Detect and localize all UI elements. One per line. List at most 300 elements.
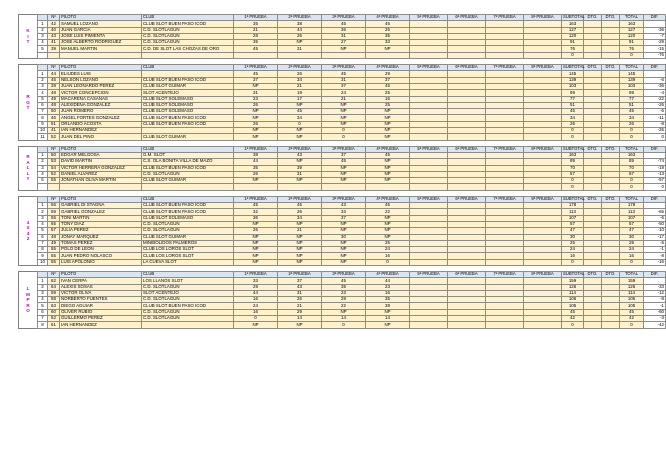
- cell-r2: 29: [278, 309, 322, 315]
- cell-club: MINIBOLIDOS PALMEROS: [142, 240, 234, 246]
- cell-e7: [486, 134, 524, 140]
- cell-dif: -65: [644, 209, 666, 215]
- cell-e5: [410, 259, 448, 265]
- cell-dif: -4: [644, 90, 666, 96]
- cell-num: 54: [48, 165, 60, 171]
- cell-tot: 0: [620, 52, 644, 58]
- cell-r2: NP: [278, 134, 322, 140]
- column-header: Nº: [48, 15, 60, 21]
- cell-pos: 4: [38, 90, 48, 96]
- cell-r3: 14: [322, 316, 366, 322]
- column-header: TOTAL: [620, 65, 644, 71]
- column-header: 5ª PRUEBA: [410, 146, 448, 152]
- cell-r3: NP: [322, 309, 366, 315]
- cell-pilot: GABRIEL DI STAGNA: [60, 203, 142, 209]
- cell-r3: NP: [322, 221, 366, 227]
- cell-tot: 34: [620, 115, 644, 121]
- column-header: PILOTO: [60, 146, 142, 152]
- cell-r4: [366, 52, 410, 58]
- cell-sub: 106: [562, 297, 584, 303]
- cell-pos: 5: [38, 46, 48, 52]
- cell-pos: 1: [38, 21, 48, 27]
- column-header: SUBTOTAL: [563, 14, 585, 20]
- cell-r2: NP: [278, 253, 322, 259]
- column-header: 1ª PRUEBA: [234, 196, 278, 202]
- cell-club: CLUB SLOT BUEN PASO ICOD: [142, 203, 234, 209]
- cell-num: 65: [48, 221, 60, 227]
- column-header: CLUB: [142, 146, 234, 152]
- cell-r3: 0: [322, 134, 366, 140]
- cell-d2: [602, 134, 620, 140]
- cell-club: CLUB SLOT BUEN PASO ICOD: [142, 77, 234, 83]
- column-header: DTO.: [602, 65, 620, 71]
- cell-r3: [322, 52, 366, 58]
- cell-e5: [410, 184, 448, 190]
- column-header: DTO.: [602, 15, 620, 21]
- cell-tot: 106: [620, 297, 644, 303]
- cell-dif: -6: [644, 215, 666, 221]
- cell-dif: -3: [644, 316, 666, 322]
- cell-r3: 37: [322, 83, 366, 89]
- cell-dif: -7: [644, 33, 666, 39]
- cell-num: 49: [48, 96, 60, 102]
- cell-num: 52: [48, 134, 60, 140]
- cell-pilot: GUILLERMO PEREZ: [60, 316, 142, 322]
- cell-r1: 38: [234, 152, 278, 158]
- cell-pos: 8: [38, 322, 48, 328]
- cell-r3: NP: [322, 165, 366, 171]
- category-label-letter: 4: [26, 219, 30, 225]
- table-row: [38, 259, 666, 265]
- cell-r2: 21: [278, 303, 322, 309]
- cell-r4: NP: [366, 171, 410, 177]
- cell-r2: NP: [278, 322, 322, 328]
- cell-r1: [234, 184, 278, 190]
- cell-club: CLUB SLOT SOLEMASO: [142, 102, 234, 108]
- cell-dif: -6: [644, 77, 666, 83]
- cell-club: C.D. SLOTLAGUN: [142, 171, 234, 177]
- cell-pilot: NORBERTO FUENTES: [60, 297, 142, 303]
- cell-r3: 31: [322, 33, 366, 39]
- cell-tot: 26: [620, 121, 644, 127]
- column-header: DTO.: [584, 146, 602, 152]
- cell-sub: 99: [562, 90, 584, 96]
- column-header: DTO.: [584, 196, 602, 202]
- cell-pos: 4: [38, 221, 48, 227]
- cell-r4: 25: [366, 102, 410, 108]
- cell-pos: 5: [38, 96, 48, 102]
- cell-r3: 29: [322, 297, 366, 303]
- cell-num: 55: [48, 247, 60, 253]
- cell-num: 48: [48, 102, 60, 108]
- cell-r2: 43: [278, 152, 322, 158]
- cell-e8: [524, 52, 562, 58]
- cell-pilot: NELSON LOZANO: [60, 77, 142, 83]
- cell-sub: 178: [562, 203, 584, 209]
- cell-r1: 24: [234, 303, 278, 309]
- cell-num: 48: [48, 90, 60, 96]
- column-header: PILOTO: [60, 196, 142, 202]
- column-header: DIF.: [644, 146, 666, 152]
- cell-r2: NP: [278, 259, 322, 265]
- cell-tot: 163: [620, 152, 644, 158]
- column-header: TOTAL: [620, 271, 644, 277]
- cell-pilot: JOSE ALBERTO RODRIGUEZ: [60, 40, 142, 46]
- cell-club: C.D. SLOTLAGUN: [142, 316, 234, 322]
- cell-tot: 127: [620, 27, 644, 33]
- cell-num: [48, 184, 60, 190]
- cell-e5: [410, 322, 448, 328]
- column-header: 2ª PRUEBA: [278, 196, 322, 202]
- cell-pos: 2: [38, 27, 48, 33]
- cell-sub: 26: [562, 121, 584, 127]
- column-header: DTO.: [584, 65, 602, 71]
- cell-num: 45: [48, 77, 60, 83]
- cell-r3: 43: [322, 203, 366, 209]
- cell-r3: 37: [322, 152, 366, 158]
- cell-r1: 16: [234, 297, 278, 303]
- cell-pilot: MANUEL MARTIN: [60, 46, 142, 52]
- cell-club: C.D. SLOTLAGUN: [142, 40, 234, 46]
- cell-r3: 31: [322, 77, 366, 83]
- cell-r2: NP: [278, 234, 322, 240]
- cell-sub: 0: [562, 134, 584, 140]
- category-label-letter: 2: [26, 236, 30, 242]
- cell-r3: 27: [322, 40, 366, 46]
- cell-tot: 16: [620, 253, 644, 259]
- cell-r4: 35: [366, 297, 410, 303]
- column-header: SUBTOTAL: [563, 145, 585, 151]
- column-header: 2ª PRUEBA: [278, 15, 322, 21]
- cell-tot: 57: [620, 171, 644, 177]
- column-header: 8ª PRUEBA: [524, 15, 562, 21]
- cell-tot: 126: [620, 284, 644, 290]
- cell-pilot: JOSE LUIS PIMIENTA: [60, 33, 142, 39]
- cell-r4: 33: [366, 40, 410, 46]
- cell-club: CLUB LOS LOROS SLOT: [142, 253, 234, 259]
- cell-num: 61: [48, 322, 60, 328]
- cell-sub: 47: [562, 228, 584, 234]
- cell-dif: -22: [644, 96, 666, 102]
- cell-r4: 45: [366, 203, 410, 209]
- cell-r1: 35: [234, 165, 278, 171]
- cell-r2: 0: [278, 121, 322, 127]
- cell-pos: 7: [38, 240, 48, 246]
- cell-pos: 4: [38, 40, 48, 46]
- cell-r4: 26: [366, 27, 410, 33]
- cell-sub: 159: [562, 278, 584, 284]
- category-label: [18, 196, 37, 266]
- cell-pilot: MACARENA CASANAS: [60, 96, 142, 102]
- cell-dif: -42: [644, 322, 666, 328]
- cell-sub: 89: [562, 159, 584, 165]
- cell-r1: 28: [234, 33, 278, 39]
- cell-pos: 10: [38, 259, 48, 265]
- cell-r3: [322, 184, 366, 190]
- cell-tot: 103: [620, 83, 644, 89]
- cell-dif: -33: [644, 284, 666, 290]
- cell-sub: 16: [562, 253, 584, 259]
- column-header: 5ª PRUEBA: [410, 271, 448, 277]
- category-label-letter: Y: [26, 176, 30, 182]
- cell-pilot: LUIS APOLONIO: [60, 259, 142, 265]
- column-header: 6ª PRUEBA: [448, 196, 486, 202]
- category-label-letter: T: [26, 39, 30, 45]
- column-header: DTO.: [584, 15, 602, 21]
- cell-r1: 0: [234, 316, 278, 322]
- cell-num: 62: [48, 278, 60, 284]
- cell-tot: 42: [620, 316, 644, 322]
- cell-r2: [278, 184, 322, 190]
- cell-sub: 127: [562, 27, 584, 33]
- column-header: 6ª PRUEBA: [448, 146, 486, 152]
- table-row: [38, 134, 666, 140]
- cell-dif: 0: [644, 184, 666, 190]
- cell-sub: 0: [562, 184, 584, 190]
- cell-d2: [602, 259, 620, 265]
- cell-dif: 0: [644, 134, 666, 140]
- column-header: 6ª PRUEBA: [448, 65, 486, 71]
- category-label: [18, 64, 37, 141]
- cell-r1: 44: [234, 290, 278, 296]
- cell-r1: NP: [234, 253, 278, 259]
- cell-r3: 37: [322, 215, 366, 221]
- cell-sub: 76: [562, 46, 584, 52]
- cell-num: 39: [48, 83, 60, 89]
- column-header: DTO.: [584, 271, 602, 277]
- column-header: 8ª PRUEBA: [524, 271, 562, 277]
- cell-pos: 2: [38, 159, 48, 165]
- category-label: [18, 14, 37, 59]
- cell-e7: [486, 52, 524, 58]
- cell-pos: 3: [38, 165, 48, 171]
- cell-num: 50: [48, 109, 60, 115]
- cell-r1: 31: [234, 90, 278, 96]
- cell-r2: NP: [278, 102, 322, 108]
- cell-r4: 14: [366, 316, 410, 322]
- cell-sub: 139: [562, 77, 584, 83]
- cell-tot: 107: [620, 215, 644, 221]
- cell-r4: 35: [366, 33, 410, 39]
- cell-pilot: OLIVER RUBIO: [60, 309, 142, 315]
- column-header: 7ª PRUEBA: [486, 15, 524, 21]
- category-label-letter: R: [26, 302, 30, 308]
- cell-r4: 22: [366, 209, 410, 215]
- cell-club: [142, 322, 234, 328]
- cell-e6: [448, 52, 486, 58]
- cell-r3: NP: [322, 247, 366, 253]
- cell-r1: 37: [234, 77, 278, 83]
- cell-r1: NP: [234, 83, 278, 89]
- cell-r1: 35: [234, 21, 278, 27]
- cell-pos: 3: [38, 83, 48, 89]
- cell-pilot: [60, 52, 142, 58]
- cell-dif: -57: [644, 178, 666, 184]
- cell-r4: NP: [366, 115, 410, 121]
- cell-club: CLUB SLOT BUEN PASO ICOD: [142, 121, 234, 127]
- column-header: 3ª PRUEBA: [322, 146, 366, 152]
- cell-tot: 47: [620, 228, 644, 234]
- cell-r3: 24: [322, 90, 366, 96]
- cell-r1: 45: [234, 46, 278, 52]
- cell-num: 52: [48, 171, 60, 177]
- cell-r3: NP: [322, 228, 366, 234]
- cell-tot: 0: [620, 322, 644, 328]
- cell-e8: [524, 134, 562, 140]
- cell-dif: -17: [644, 234, 666, 240]
- cell-r4: 29: [366, 71, 410, 77]
- cell-r2: 26: [278, 71, 322, 77]
- column-header: 8ª PRUEBA: [524, 196, 562, 202]
- cell-e5: [410, 134, 448, 140]
- results-table: [37, 14, 666, 59]
- cell-r3: NP: [322, 102, 366, 108]
- cell-num: 49: [48, 240, 60, 246]
- column-header: 8ª PRUEBA: [524, 146, 562, 152]
- cell-pilot: JUAN PEDRO NOLASCO: [60, 253, 142, 259]
- cell-dif: -12: [644, 290, 666, 296]
- cell-sub: 42: [562, 316, 584, 322]
- cell-pilot: ANGEL FORTES GONZALEZ: [60, 115, 142, 121]
- cell-r2: 44: [278, 27, 322, 33]
- cell-r4: NP: [366, 46, 410, 52]
- cell-pilot: JUAN ROMERO: [60, 109, 142, 115]
- cell-dif: -29: [644, 40, 666, 46]
- column-header: Nº: [48, 146, 60, 152]
- cell-r3: NP: [322, 171, 366, 177]
- column-header: SUBTOTAL: [563, 271, 585, 277]
- cell-pos: 1: [38, 278, 48, 284]
- cell-pos: [38, 52, 48, 58]
- cell-r2: 26: [278, 33, 322, 39]
- column-header: 7ª PRUEBA: [486, 196, 524, 202]
- cell-r4: 24: [366, 247, 410, 253]
- cell-num: 43: [48, 33, 60, 39]
- cell-r1: NP: [234, 115, 278, 121]
- column-header: Nº: [48, 65, 60, 71]
- cell-sub: 114: [562, 290, 584, 296]
- cell-num: 60: [48, 309, 60, 315]
- cell-pos: 8: [38, 115, 48, 121]
- cell-r2: NP: [278, 128, 322, 134]
- column-header: SUBTOTAL: [563, 195, 585, 201]
- cell-tot: 139: [620, 77, 644, 83]
- cell-r3: 45: [322, 71, 366, 77]
- cell-r2: 34: [278, 215, 322, 221]
- cell-tot: 57: [620, 221, 644, 227]
- cell-pilot: JUAN GARCIA: [60, 27, 142, 33]
- column-header: 3ª PRUEBA: [322, 65, 366, 71]
- cell-r2: NP: [278, 159, 322, 165]
- cell-tot: 0: [620, 178, 644, 184]
- cell-club: SLOT ACENTEJO: [142, 290, 234, 296]
- cell-sub: 77: [562, 96, 584, 102]
- cell-r3: 22: [322, 303, 366, 309]
- category-label-letter: R: [26, 94, 30, 100]
- cell-num: 48: [48, 234, 60, 240]
- column-header: TOTAL: [620, 15, 644, 21]
- cell-r4: 45: [366, 83, 410, 89]
- cell-club: CLUB SLOT GUIMAR: [142, 234, 234, 240]
- cell-tot: 51: [620, 102, 644, 108]
- cell-r3: 0: [322, 322, 366, 328]
- cell-tot: 0: [620, 184, 644, 190]
- cell-r4: NP: [366, 121, 410, 127]
- cell-club: C.D. SLOTLAGUN: [142, 228, 234, 234]
- cell-r1: 21: [234, 27, 278, 33]
- cell-tot: 24: [620, 247, 644, 253]
- cell-club: CLUB LOS LOROS SLOT: [142, 247, 234, 253]
- cell-pilot: VICTOR OLIVA: [60, 290, 142, 296]
- cell-tot: 159: [620, 278, 644, 284]
- column-header: CLUB: [142, 65, 234, 71]
- results-sheet: [18, 14, 664, 334]
- cell-pilot: JONATHAN OLIVA MARTIN: [60, 178, 142, 184]
- cell-tot: 30: [620, 234, 644, 240]
- category-block: [18, 271, 664, 329]
- cell-dif: -74: [644, 159, 666, 165]
- cell-dif: -8: [644, 253, 666, 259]
- column-header: SUBTOTAL: [563, 64, 585, 70]
- column-header: PILOTO: [60, 15, 142, 21]
- cell-r3: NP: [322, 178, 366, 184]
- cell-dif: -16: [644, 259, 666, 265]
- cell-tot: 113: [620, 209, 644, 215]
- cell-pos: 5: [38, 178, 48, 184]
- cell-pos: 6: [38, 309, 48, 315]
- cell-tot: 91: [620, 40, 644, 46]
- cell-d2: [602, 184, 620, 190]
- cell-club: C.D. SLOTLAGUN: [142, 33, 234, 39]
- category-block: [18, 145, 664, 191]
- cell-club: C.D. SLOTLAGUN: [142, 27, 234, 33]
- cell-r1: 36: [234, 215, 278, 221]
- cell-pilot: ORLANDO ACOSTA: [60, 121, 142, 127]
- cell-pos: 9: [38, 121, 48, 127]
- cell-pilot: [60, 184, 142, 190]
- cell-d2: [602, 322, 620, 328]
- category-label-letter: G: [26, 99, 30, 105]
- cell-r4: NP: [366, 128, 410, 134]
- cell-dif: -26: [644, 128, 666, 134]
- cell-r3: NP: [322, 240, 366, 246]
- category-label-letter: X: [26, 225, 30, 231]
- table-row: [38, 184, 666, 190]
- cell-tot: 25: [620, 240, 644, 246]
- cell-e8: [524, 322, 562, 328]
- cell-pos: 5: [38, 303, 48, 309]
- cell-pilot: IVAN CERPA: [60, 278, 142, 284]
- cell-pilot: POLO DE LEON: [60, 247, 142, 253]
- cell-club: CLUB SLOT BUEN PASO ICOD: [142, 115, 234, 121]
- cell-tot: 76: [620, 46, 644, 52]
- cell-dif: -26: [644, 102, 666, 108]
- cell-r4: NP: [366, 134, 410, 140]
- cell-r1: NP: [234, 240, 278, 246]
- column-header: 1ª PRUEBA: [234, 271, 278, 277]
- cell-r1: NP: [234, 259, 278, 265]
- cell-dif: -76: [644, 52, 666, 58]
- cell-pos: 1: [38, 203, 48, 209]
- cell-r4: NP: [366, 165, 410, 171]
- cell-tot: 99: [620, 90, 644, 96]
- category-label-letter: 4: [26, 230, 30, 236]
- cell-r1: 45: [234, 71, 278, 77]
- cell-d1: [584, 259, 602, 265]
- category-label-letter: K: [26, 28, 30, 34]
- column-header: 4ª PRUEBA: [366, 196, 410, 202]
- cell-pilot: JULIA PEREZ: [60, 228, 142, 234]
